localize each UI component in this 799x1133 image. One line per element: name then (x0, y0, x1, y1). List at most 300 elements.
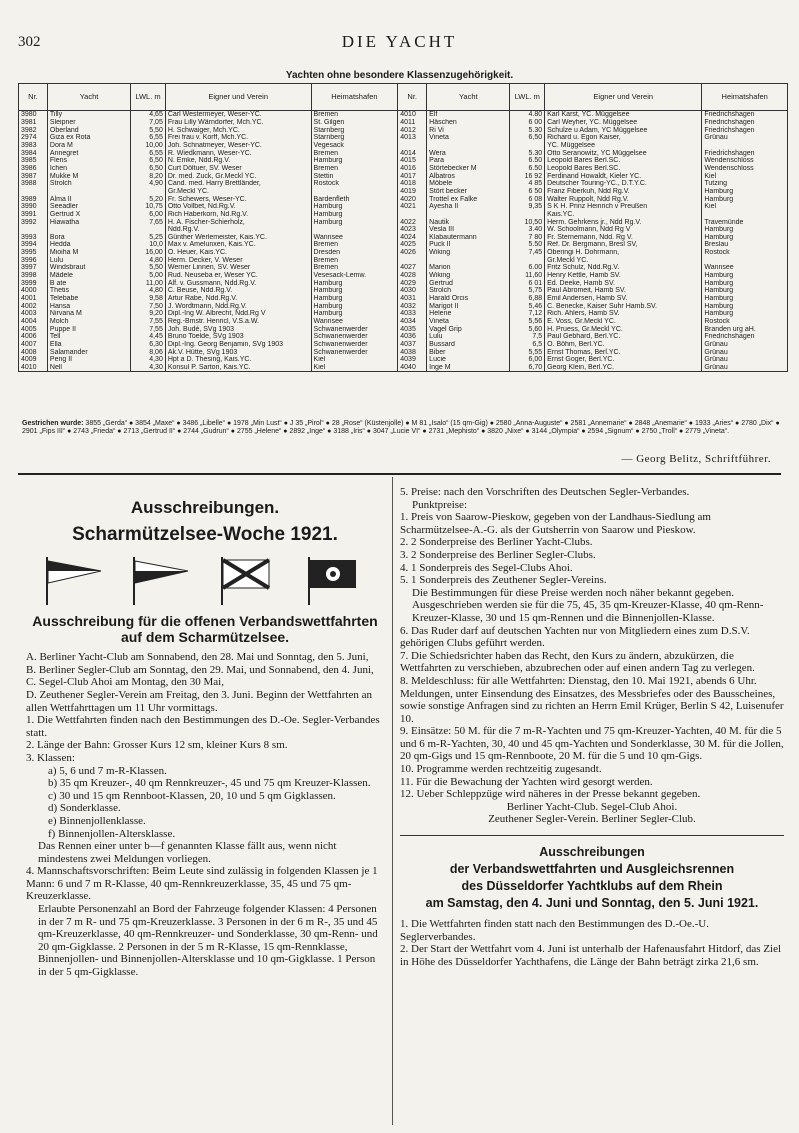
table-cell: 6,55 (131, 134, 166, 142)
right-line: 7. Die Schiedsrichter haben das Recht, den Kurs zu ändern, abzukürzen, die Wettfahrten zu verschieben, abzubrechen oder auf einen andern Tag zu verlegen. (400, 649, 755, 675)
table-cell: Schwanenwerder (311, 333, 398, 341)
table-cell: Rostock (311, 180, 398, 188)
left-line: 2. Länge der Bahn: Grosser Kurs 12 sm, kleiner Kurs 8 sm. (26, 739, 288, 752)
table-cell (702, 142, 788, 150)
table-cell: 4038 (398, 348, 427, 356)
table-cell: 7,55 (131, 325, 166, 333)
table-cell: Hansa (47, 302, 130, 310)
table-cell: 8,06 (131, 348, 166, 356)
table-cell: 3982 (19, 126, 48, 134)
table-header-cell: LWL. m (510, 84, 545, 111)
table-cell: 16 92 (510, 172, 545, 180)
table-cell: Hamburg (311, 157, 398, 165)
table-cell: Rostock (702, 249, 788, 257)
table-cell: St. Gilgen (311, 119, 398, 127)
table-row (19, 295, 788, 303)
table-cell: Hamburg (702, 195, 788, 203)
table-cell: 4022 (398, 218, 427, 226)
table-cell: Franz Fiberkuh, Ndd Rg.V. (545, 188, 702, 196)
left-line: 3. Klassen: (26, 751, 75, 764)
table-cell: Wera (427, 149, 510, 157)
table-cell: C. Beuse, Ndd.Rg.V. (165, 287, 311, 295)
flag-segel-club-ahoi-icon (220, 557, 278, 605)
table-cell: 6.50 (510, 157, 545, 165)
table-cell: 3986 (19, 165, 48, 173)
table-cell: 4017 (398, 172, 427, 180)
table-cell: 5,56 (510, 318, 545, 326)
table-cell: 4008 (19, 348, 48, 356)
event-title: Scharmützelsee-Woche 1921. (72, 523, 338, 545)
table-cell: 9,20 (131, 310, 166, 318)
table-cell: 4013 (398, 134, 427, 142)
flag-berliner-yacht-club-icon (45, 557, 103, 605)
table-cell: Fritz Schulz, Ndd.Rg.V. (545, 264, 702, 272)
right-line: Die Bestimmungen für diese Preise werden noch näher bekannt gegeben. Ausgeschrieben werden sie für die 75, 45, 35 qm-Kreuzer-Klasse, 40 qm-Renn-Kreuzer-Klasse, 30 und 15 qm-Rennen und die Binnenjollen-Klasse. (412, 586, 764, 624)
table-cell: Schwanenwerder (311, 348, 398, 356)
table-cell: Herm. Decker, V. Weser (165, 256, 311, 264)
table-cell: 4,45 (131, 333, 166, 341)
table-cell: 3980 (19, 111, 48, 119)
right-line: 1. Preis von Saarow-Pieskow, gegeben von der Landhaus-Siedlung am Scharmützelsee-A.-G. als der Gutsherrin von Saarow und Pieskow. (400, 511, 711, 536)
table-cell: W. Schoolmann, Ndd Rg V (545, 226, 702, 234)
table-cell: 4023 (398, 226, 427, 234)
table-cell: Nautik (427, 218, 510, 226)
table-cell: Bardenfleth (311, 195, 398, 203)
table-cell: 3983 (19, 142, 48, 150)
table-cell: N. Emke, Ndd.Rg.V. (165, 157, 311, 165)
table-cell: Ak.V. Hütte, SVg 1903 (165, 348, 311, 356)
table-cell: Grünau (702, 348, 788, 356)
table-row (19, 126, 788, 134)
table-cell (427, 211, 510, 219)
table-cell: Wiking (427, 249, 510, 257)
section-heading: Ausschreibungen. (130, 498, 280, 517)
right-line: Berliner Yacht-Club. Segel-Club Ahoi. (506, 800, 678, 813)
table-cell: Gr.Meckl YC. (545, 256, 702, 264)
section-divider (18, 473, 781, 475)
table-cell: 4,30 (131, 356, 166, 364)
table-cell: 5,00 (131, 272, 166, 280)
table-cell: Cand. med. Harry Brettländer, (165, 180, 311, 188)
table-header-cell: Eigner und Verein (545, 84, 702, 111)
table-cell: 4003 (19, 310, 48, 318)
left-line: C. Segel-Club Ahoi am Montag, den 30 Mai, (26, 676, 224, 689)
page-number: 302 (18, 34, 41, 50)
table-cell: Telebabe (47, 295, 130, 303)
table-row (19, 195, 788, 203)
table-cell: Hamburg (311, 218, 398, 226)
table-cell: Friedrichshagen (702, 333, 788, 341)
table-cell: Kiel (311, 364, 398, 372)
table-cell: Branden urg aH. (702, 325, 788, 333)
table-cell: 16,00 (131, 249, 166, 257)
table-cell: YC. Müggelsee (545, 142, 702, 150)
table-cell: Möbele (427, 180, 510, 188)
table-cell: 4016 (398, 165, 427, 173)
table-cell: Leopold Bares Berl.SC. (545, 165, 702, 173)
table-cell: 11,00 (131, 279, 166, 287)
table-cell: 3984 (19, 149, 48, 157)
table-cell (427, 142, 510, 150)
page-title: DIE YACHT (341, 32, 458, 51)
table-body (19, 111, 788, 372)
table-cell: 7,55 (131, 318, 166, 326)
table-cell: Bora (47, 234, 130, 242)
table-cell: 4039 (398, 356, 427, 364)
table-cell: 4007 (19, 341, 48, 349)
table-cell: 5,75 (510, 287, 545, 295)
table-cell: E. Voss, Gr.Meckl YC. (545, 318, 702, 326)
table-cell: Breslau (702, 241, 788, 249)
left-line: b) 35 qm Kreuzer-, 40 qm Rennkreuzer-, 45 und 75 qm Kreuzer-Klassen. (48, 777, 371, 790)
table-cell: 7,5 (510, 333, 545, 341)
table-cell: Bussard (427, 341, 510, 349)
table-cell: Bremen (311, 165, 398, 173)
struck-list (22, 420, 784, 437)
table-cell: 3997 (19, 264, 48, 272)
table-cell: Inge M (427, 364, 510, 372)
table-cell: Wendenschloss (702, 157, 788, 165)
table-cell (702, 256, 788, 264)
table-cell: Ri Vi (427, 126, 510, 134)
table-cell: Oberland (47, 126, 130, 134)
table-row (19, 325, 788, 333)
table-cell: 9,58 (131, 295, 166, 303)
table-row (19, 218, 788, 226)
table-cell: 4,65 (131, 111, 166, 119)
table-cell: Tutzing (702, 180, 788, 188)
table-cell: Paul Gebhard, Berl.YC. (545, 333, 702, 341)
table-cell: Hiawatha (47, 218, 130, 226)
left-column (26, 486, 384, 979)
table-cell: Reg.-Bmstr. Henricl, V.S.a.W. (165, 318, 311, 326)
table-cell: Bremen (311, 264, 398, 272)
table-row (19, 302, 788, 310)
table-cell: Hamburg (311, 279, 398, 287)
right-line: 10. Programme werden rechtzeitig zugesandt. (400, 763, 602, 776)
table-cell (19, 226, 48, 234)
right-heading (400, 844, 784, 912)
flag-zeuthener-segler-verein-icon (307, 557, 365, 605)
table-row (19, 234, 788, 242)
table-cell: Rud. Neuseba er, Weser YC. (165, 272, 311, 280)
table-cell: Stettin (311, 172, 398, 180)
table-cell: 10,00 (131, 142, 166, 150)
table-cell: 6 01 (510, 279, 545, 287)
right-heading-line: am Samstag, den 4. Juni und Sonntag, den 5. Juni 1921. (425, 896, 759, 911)
table-cell: 4010 (19, 364, 48, 372)
table-cell: Vineta (427, 134, 510, 142)
table-cell: 4026 (398, 249, 427, 257)
table-cell: Ichen (47, 165, 130, 173)
table-cell: 4014 (398, 149, 427, 157)
table-cell: Friedrichshagen (702, 126, 788, 134)
table-cell: Werner Linnen, SV. Weser (165, 264, 311, 272)
right-line: 9. Einsätze: 50 M. für die 7 m-R-Yachten und 75 qm-Kreuzer-Yachten, 40 M. für die 5 und 6 m-R-Yachten, 30, 40 und 45 qm-Yachten und Sonderklasse, 30 M. für die Jollen, 20 qm-Gigs und 15 qm-Rennboote, 20 M. für die 5 und 10 qm-Gigs. (400, 725, 784, 763)
table-cell: 4006 (19, 333, 48, 341)
table-cell: Hamburg (702, 226, 788, 234)
table-cell: 6,30 (131, 341, 166, 349)
table-header-cell: LWL. m (131, 84, 166, 111)
table-cell: 3981 (19, 119, 48, 127)
table-cell: Hamburg (311, 302, 398, 310)
table-row (19, 157, 788, 165)
table-cell: Richard u. Egon Kaiser, (545, 134, 702, 142)
table-cell: Frei frau v. Korff, Mch.YC. (165, 134, 311, 142)
table-cell: Ernst Thomas, Berl.YC. (545, 348, 702, 356)
table-cell (427, 256, 510, 264)
table-cell: Mädele (47, 272, 130, 280)
table-cell: J. Wordtmann, Ndd.Rg.V. (165, 302, 311, 310)
table-cell: Hamburg (311, 310, 398, 318)
right-line: 5. Preise: nach den Vorschriften des Deutschen Segler-Verbandes. (400, 486, 690, 498)
table-cell: 6,50 (131, 157, 166, 165)
table-cell: 6.00 (510, 264, 545, 272)
table-row (19, 333, 788, 341)
table-cell: Strolch (47, 180, 130, 188)
table-row (19, 203, 788, 211)
table-cell: Schulze u Adam, YC Müggelsee (545, 126, 702, 134)
table-cell: Friedrichshagen (702, 111, 788, 119)
table-cell: 3.40 (510, 226, 545, 234)
table-cell: 6 00 (510, 119, 545, 127)
table-cell: 4021 (398, 203, 427, 211)
table-cell: 5,50 (131, 264, 166, 272)
right-column (400, 486, 784, 968)
table-cell: Dora M (47, 142, 130, 150)
table-cell: Lulu (47, 256, 130, 264)
right-line: Zeuthener Segler-Verein. Berliner Segler-Club. (488, 813, 696, 826)
left-subhead: Ausschreibung für die offenen Verbandswettfahrten auf dem Scharmützelsee. (32, 613, 378, 646)
table-cell: Carl Westermeyer, Weser-YC. (165, 111, 311, 119)
table-cell: Alma II (47, 195, 130, 203)
table-cell: Hamburg (311, 203, 398, 211)
table-cell: Deutscher Touring-YC., D.T.Y.C. (545, 180, 702, 188)
table-cell: Hamburg (702, 234, 788, 242)
table-row (19, 279, 788, 287)
table-cell (510, 211, 545, 219)
table-cell: Wannsee (311, 318, 398, 326)
table-cell: Hpt a D. Thesing, Kais.YC. (165, 356, 311, 364)
table-cell: 4012 (398, 126, 427, 134)
table-cell: 4000 (19, 287, 48, 295)
table-cell: Carl Weyher, YC. Müggelsee (545, 119, 702, 127)
table-cell: Gertrud (427, 279, 510, 287)
table-cell: Henry Kettle, Hamb SV. (545, 272, 702, 280)
table-cell: Molch (47, 318, 130, 326)
table-cell: Biber (427, 348, 510, 356)
page-header (18, 34, 781, 56)
table-cell: 4036 (398, 333, 427, 341)
table-cell: 6,50 (131, 165, 166, 173)
table-cell (398, 142, 427, 150)
table-header-cell: Yacht (47, 84, 130, 111)
table-cell: Ndd.Rg.V. (165, 226, 311, 234)
table-cell: Puck II (427, 241, 510, 249)
table-cell: 4035 (398, 325, 427, 333)
table-cell: 3989 (19, 195, 48, 203)
table-cell (398, 256, 427, 264)
right-divider (400, 835, 784, 836)
table-cell: 4004 (19, 318, 48, 326)
table-cell: Giza ex Rota (47, 134, 130, 142)
table-cell: Karl Karst, YC. Müggelsee (545, 111, 702, 119)
struck-lead: Gestrichen wurde: (22, 420, 84, 427)
table-cell: 10,50 (510, 218, 545, 226)
left-line: B. Berliner Segler-Club am Sonntag, den 29. Mai, und Sonnabend, den 4. Juni, (26, 663, 374, 676)
table-cell: 4040 (398, 364, 427, 372)
table-cell: 6,70 (510, 364, 545, 372)
left-line: 4. Mannschaftsvorschriften: Beim Leute sind zulässig in folgenden Klassen je 1 Mann: 6 und 7 m R-Klasse, 40 qm-Rennkreuzerklasse, 35, 45 und 75 qm-Kreuzerklasse. (26, 865, 378, 903)
table-row (19, 149, 788, 157)
table-cell: 4034 (398, 318, 427, 326)
table-header-row (19, 84, 788, 111)
table-cell: Friedrichshagen (702, 149, 788, 157)
table-cell: Häschen (427, 119, 510, 127)
table-cell: Kiel (702, 172, 788, 180)
table-cell: 3995 (19, 249, 48, 257)
table-cell: 7,45 (510, 249, 545, 257)
table-cell: Hamburg (702, 310, 788, 318)
table-cell: 6 50 (510, 188, 545, 196)
table-cell: Tilly (47, 111, 130, 119)
table-cell: Ferdinand Howaldt, Kieler YC. (545, 172, 702, 180)
table-cell: 4005 (19, 325, 48, 333)
table-cell: Hamburg (311, 287, 398, 295)
table-cell: 6,55 (131, 149, 166, 157)
table-cell: Starnberg (311, 134, 398, 142)
table-cell: Mioiha M (47, 249, 130, 257)
table-cell: 6,00 (131, 211, 166, 219)
table-cell: 4030 (398, 287, 427, 295)
table-row (19, 264, 788, 272)
table-cell: 5,20 (131, 195, 166, 203)
table-cell: Frau Lilly Wärndorfer, Mch.YC. (165, 119, 311, 127)
table-cell: Annegret (47, 149, 130, 157)
table-cell: Ref. Dr. Bergmann, Bresl SV, (545, 241, 702, 249)
right-line: 4. 1 Sonderpreis des Segel-Clubs Ahoi. (400, 561, 573, 574)
right-line: 3. 2 Sonderpreise des Berliner Segler-Clubs. (400, 548, 596, 561)
table-cell: 4019 (398, 188, 427, 196)
table-cell (131, 226, 166, 234)
table-cell: Georg Klein, Berl.YC. (545, 364, 702, 372)
table-cell: 7 80 (510, 234, 545, 242)
right-line: 2. 2 Sonderpreise des Berliner Yacht-Clubs. (400, 536, 593, 549)
table-cell: B ate (47, 279, 130, 287)
table-cell: Rich Haberkorn, Nd.Rg.V. (165, 211, 311, 219)
table-cell (47, 226, 130, 234)
table-cell: Lulu (427, 333, 510, 341)
left-line: e) Binnenjollenklasse. (48, 814, 146, 827)
table-cell: Curt Döltuer, SV. Weser (165, 165, 311, 173)
table-cell: 4,80 (131, 287, 166, 295)
table-cell: Max v. Amelunxen, Kais.YC. (165, 241, 311, 249)
table-cell: 3992 (19, 218, 48, 226)
table-cell: 5,55 (510, 348, 545, 356)
right-line: 5. 1 Sonderpreis des Zeuthener Segler-Vereins. (400, 574, 607, 587)
table-cell: 6,00 (510, 356, 545, 364)
table-cell: 5,25 (131, 234, 166, 242)
table-cell: 8,20 (131, 172, 166, 180)
left-line: f) Binnenjollen-Altersklasse. (48, 827, 176, 840)
table-cell: 6,50 (510, 134, 545, 142)
table-cell: Hamburg (702, 295, 788, 303)
table-cell: Thetis (47, 287, 130, 295)
table-cell: Oberingi H. Dohrmann, (545, 249, 702, 257)
table-cell: Tell (47, 333, 130, 341)
table-cell: Rich. Ahlers, Hamb SV. (545, 310, 702, 318)
table-row (19, 364, 788, 372)
table-cell: Helene (427, 310, 510, 318)
table-cell: Bremen (311, 111, 398, 119)
table-cell (311, 188, 398, 196)
table-cell: Dr. med. Zuck, Gr.Meckl YC. (165, 172, 311, 180)
table-cell (131, 188, 166, 196)
table-cell: 4028 (398, 272, 427, 280)
table-cell: Hamburg (311, 211, 398, 219)
table-cell: 4027 (398, 264, 427, 272)
table-cell: Rostock (702, 318, 788, 326)
table-cell: Starnberg (311, 126, 398, 134)
left-line: D. Zeuthener Segler-Verein am Freitag, den 3. Juni. Beginn der Wettfahrten an allen Wettfahrttagen um 11 Uhr vormittags. (26, 688, 372, 714)
table-cell: Otto Vollbet, Nd.Rg.V. (165, 203, 311, 211)
table-cell: 6 08 (510, 195, 545, 203)
table-cell: Sleipner (47, 119, 130, 127)
table-cell: Puppe II (47, 325, 130, 333)
table-cell: Grünau (702, 364, 788, 372)
right-line: 2. Der Start der Wettfahrt vom 4. Juni ist unterhalb der Hafenausfahrt Hitdorf, das Ziel in Höhe des Düsseldorfer Yachthafens, die Länge der Bahn beträgt zirka 21,6 sm. (400, 943, 782, 968)
table-header-cell: Yacht (427, 84, 510, 111)
table-cell: Dipl.-Ing. Georg Benjamin, SVg 1903 (165, 341, 311, 349)
table-cell: 7,05 (131, 119, 166, 127)
table-cell: Leopold Bares Berl.SC. (545, 157, 702, 165)
table-cell: Emil Andersen, Hamb SV. (545, 295, 702, 303)
table-cell: Fr. Sternemann, Ndd. Rg V. (545, 234, 702, 242)
table-cell: Wendenschloss (702, 165, 788, 173)
table-cell: Otto Seranowitz, YC Müggelsee (545, 149, 702, 157)
table-header-cell: Heimatshafen (702, 84, 788, 111)
table-cell: 4033 (398, 310, 427, 318)
right-body (400, 486, 784, 826)
table-cell: Nell (47, 364, 130, 372)
table-cell: 4024 (398, 234, 427, 242)
table-cell: 4,80 (131, 256, 166, 264)
table-cell: Günther Werlemeister, Kais.YC. (165, 234, 311, 242)
table-cell: Peng II (47, 356, 130, 364)
table-cell: Schwanenwerder (311, 341, 398, 349)
flag-berliner-segler-club-icon (132, 557, 190, 605)
table-cell: Grünau (702, 341, 788, 349)
table-cell: Kais.YC. (545, 211, 702, 219)
table-cell: 4002 (19, 302, 48, 310)
table-cell: Kiel (702, 203, 788, 211)
table-cell: Travemünde (702, 218, 788, 226)
table-cell: Stört becker (427, 188, 510, 196)
left-line: d) Sonderklasse. (48, 802, 121, 815)
table-cell: Fr. Schewers, Weser-YC. (165, 195, 311, 203)
table-cell: 10,0 (131, 241, 166, 249)
table-cell: 6,5 (510, 341, 545, 349)
table-cell: Marion (427, 264, 510, 272)
table-cell: Alf. v. Gussmann, Ndd.Rg.V. (165, 279, 311, 287)
table-cell: Wannsee (702, 264, 788, 272)
table-cell: Hamburg (702, 279, 788, 287)
table-cell: Grünau (702, 356, 788, 364)
left-line: 1. Die Wettfahrten finden nach den Bestimmungen des D.-Oe. Segler-Verbandes statt. (26, 714, 380, 739)
table-row (19, 111, 788, 119)
table-cell: Salamander (47, 348, 130, 356)
right-line: 12. Ueber Schleppzüge wird näheres in der Presse bekannt gegeben. (400, 788, 701, 801)
